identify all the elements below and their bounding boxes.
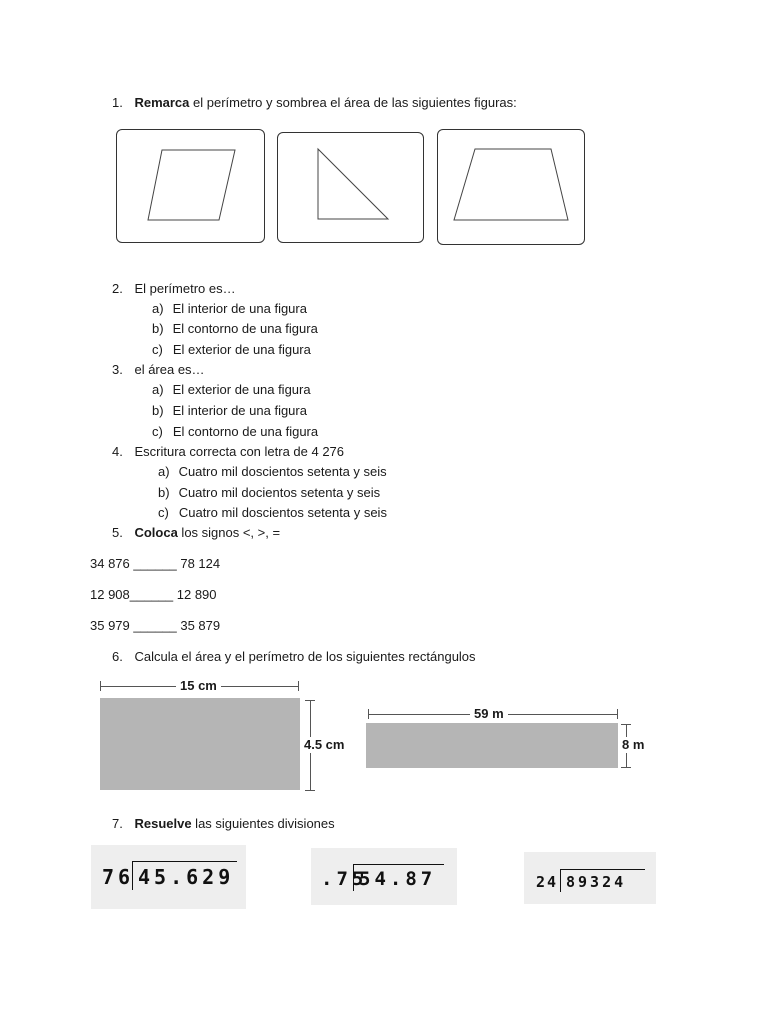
division-3 bbox=[524, 852, 656, 904]
rect2-height-label: 8 m bbox=[618, 737, 648, 753]
rect2-width-label: 59 m bbox=[470, 706, 508, 722]
question-7 bbox=[112, 816, 335, 832]
figure-trapezoid-box bbox=[437, 129, 585, 245]
option-2c: c) El exterior de una figura bbox=[152, 342, 311, 357]
dimension-tick bbox=[298, 681, 299, 691]
division-1-divisor: 76 bbox=[102, 865, 135, 889]
question-6 bbox=[112, 649, 476, 665]
question-1 bbox=[112, 95, 517, 111]
option-2b: b) El contorno de una figura bbox=[152, 321, 318, 336]
dimension-tick bbox=[617, 709, 618, 719]
division-1-dividend: 45.629 bbox=[138, 865, 235, 889]
option-4b: b) Cuatro mil docientos setenta y seis bbox=[158, 485, 381, 500]
question-number: 7. bbox=[112, 816, 123, 831]
option-2a: a) El interior de una figura bbox=[152, 301, 307, 316]
question-text: las siguientes divisiones bbox=[191, 816, 335, 831]
figure-triangle-box bbox=[277, 132, 424, 243]
question-4 bbox=[112, 444, 344, 460]
question-2 bbox=[112, 281, 236, 297]
option-3b: b) El interior de una figura bbox=[152, 403, 307, 418]
rect1-width-label: 15 cm bbox=[176, 678, 221, 694]
question-text: los signos <, >, = bbox=[177, 525, 281, 540]
parallelogram-shape bbox=[117, 130, 264, 242]
dimension-tick bbox=[305, 700, 315, 701]
question-text: Calcula el área y el perímetro de los siguientes rectángulos bbox=[134, 649, 476, 664]
division-1 bbox=[91, 845, 246, 909]
question-text: el perímetro y sombrea el área de las siguientes figuras: bbox=[189, 95, 517, 110]
rect1-height-label: 4.5 cm bbox=[300, 737, 348, 753]
dimension-tick bbox=[621, 767, 631, 768]
comparison-2: 12 908______ 12 890 bbox=[90, 587, 217, 602]
dimension-tick bbox=[305, 790, 315, 791]
question-text: Escritura correcta con letra de 4 276 bbox=[134, 444, 345, 459]
dimension-tick bbox=[621, 724, 631, 725]
rectangle-1 bbox=[100, 698, 300, 790]
option-4a: a) Cuatro mil doscientos setenta y seis bbox=[158, 464, 387, 479]
question-number: 2. bbox=[112, 281, 123, 296]
comparison-3: 35 979 ______ 35 879 bbox=[90, 618, 221, 633]
question-number: 6. bbox=[112, 649, 123, 664]
question-3 bbox=[112, 362, 205, 378]
option-4c: c) Cuatro mil doscientos setenta y seis bbox=[158, 505, 387, 520]
option-3c: c) El contorno de una figura bbox=[152, 424, 319, 439]
question-5 bbox=[112, 525, 280, 541]
question-number: 5. bbox=[112, 525, 123, 540]
option-3a: a) El exterior de una figura bbox=[152, 382, 311, 397]
figure-parallelogram-box bbox=[116, 129, 265, 243]
question-keyword: Coloca bbox=[134, 525, 178, 540]
question-text: el área es… bbox=[134, 362, 205, 377]
comparison-1: 34 876 ______ 78 124 bbox=[90, 556, 221, 571]
question-text: El perímetro es… bbox=[134, 281, 236, 296]
triangle-shape bbox=[278, 133, 423, 242]
division-2 bbox=[311, 848, 457, 905]
trapezoid-shape bbox=[438, 130, 584, 244]
question-keyword: Remarca bbox=[134, 95, 190, 110]
division-3-dividend: 89324 bbox=[566, 873, 627, 891]
question-number: 3. bbox=[112, 362, 123, 377]
question-number: 1. bbox=[112, 95, 123, 110]
division-2-divisor: .75 bbox=[321, 868, 368, 890]
question-keyword: Resuelve bbox=[134, 816, 192, 831]
division-3-divisor: 24 bbox=[536, 873, 559, 891]
rectangle-2 bbox=[366, 723, 618, 768]
division-2-dividend: 54.87 bbox=[359, 868, 437, 890]
question-number: 4. bbox=[112, 444, 123, 459]
